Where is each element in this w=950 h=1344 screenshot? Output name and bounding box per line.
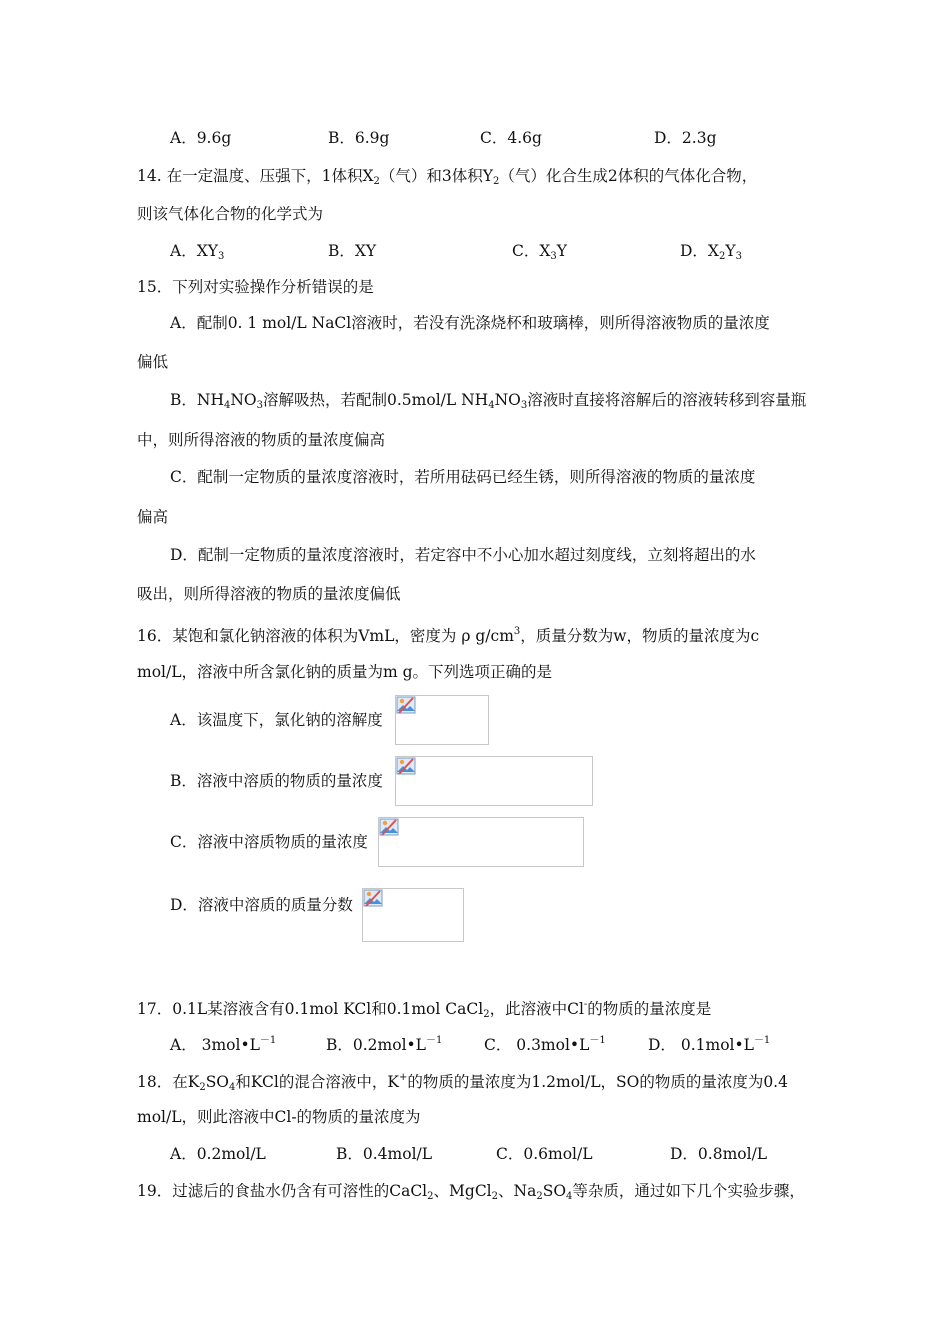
broken-image-icon [396, 696, 416, 714]
q18-option-b: B．0.4mol/L [336, 1145, 433, 1163]
q19-stem-line1: 19．过滤后的食盐水仍含有可溶性的CaCl$_2$、MgCl$_2$、$Na_2SO_4$等杂质，通过如下几个实验步骤， [137, 1182, 805, 1202]
q15-option-d-line2: 吸出，则所得溶液的物质的量浓度偏低 [137, 585, 401, 603]
q16-option-a-formula-image [395, 695, 489, 745]
q17-option-a: A． $3mol•L^{-1}$ [170, 1035, 277, 1054]
q18-stem-line1: 18．在$K_2SO_4$和KCl的混合溶液中，K+的物质的量浓度为1.2mol/L，SO的物质的量浓度为0.4 [137, 1072, 788, 1093]
q16-option-a: A．该温度下，氯化钠的溶解度 [170, 711, 383, 729]
q17-option-b: B．$0.2mol•L^{-1}$ [326, 1035, 443, 1054]
q17-option-d: D． $0.1mol•L^{-1}$ [648, 1035, 771, 1054]
q15-stem: 15．下列对实验操作分析错误的是 [137, 278, 374, 296]
q14-option-b: B．XY [328, 242, 377, 260]
q14-stem-line2: 则该气体化合物的化学式为 [137, 205, 324, 223]
q18-stem-line2: mol/L，则此溶液中Cl-的物质的量浓度为 [137, 1108, 421, 1126]
q16-option-c: C．溶液中溶质物质的量浓度 [170, 833, 368, 851]
q16-option-b-formula-image [395, 756, 593, 806]
q17-stem: 17．0.1L某溶液含有0.1mol KCl和0.1mol CaCl$_2$，此溶液中Cl-的物质的量浓度是 [137, 999, 712, 1020]
q16-option-c-formula-image [378, 817, 584, 867]
q16-stem-line2: mol/L，溶液中所含氯化钠的质量为m g。下列选项正确的是 [137, 663, 553, 681]
q13-option-d: D．2.3g [654, 129, 717, 147]
q15-option-c-line2: 偏高 [137, 508, 169, 526]
q16-option-d: D．溶液中溶质的质量分数 [170, 896, 353, 914]
broken-image-icon [379, 818, 399, 836]
q13-option-a: A．9.6g [170, 129, 232, 147]
q18-option-a: A．0.2mol/L [170, 1145, 266, 1163]
q13-option-c: C．4.6g [480, 129, 542, 147]
q16-stem-line1: 16．某饱和氯化钠溶液的体积为VmL，密度为 ρ $g/cm^3$，质量分数为w，物质的量浓度为c [137, 626, 760, 645]
q15-option-b-line2: 中，则所得溶液的物质的量浓度偏高 [137, 431, 386, 449]
q15-option-c-line1: C．配制一定物质的量浓度溶液时，若所用砝码已经生锈，则所得溶液的物质的量浓度 [170, 468, 756, 486]
q15-option-b-line1: B．$NH_4NO_3$溶解吸热，若配制0.5mol/L $NH_4NO_3$溶液时直接将溶解后的溶液转移到容量瓶 [170, 391, 807, 411]
q15-option-a-line2: 偏低 [137, 353, 169, 371]
q15-option-a-line1: A．配制0. 1 mol/L NaCl溶液时，若没有洗涤烧杯和玻璃棒，则所得溶液物质的量浓度 [170, 314, 770, 332]
q17-option-c: C． $0.3mol•L^{-1}$ [484, 1035, 606, 1054]
q14-option-a: A．$XY_3$ [170, 242, 225, 262]
broken-image-icon [396, 757, 416, 775]
q13-option-b: B．6.9g [328, 129, 390, 147]
q14-option-c: C．$X_3Y$ [512, 242, 568, 262]
q14-stem-line1: 14. 在一定温度、压强下，1体积$X_2$（气）和3体积$Y_2$（气）化合生成2体积的气体化合物， [137, 167, 758, 187]
broken-image-icon [363, 889, 383, 907]
q16-option-b: B．溶液中溶质的物质的量浓度 [170, 772, 383, 790]
q16-option-d-formula-image [362, 888, 464, 942]
q15-option-d-line1: D．配制一定物质的量浓度溶液时，若定容中不小心加水超过刻度线，立刻将超出的水 [170, 546, 756, 564]
q18-option-c: C．0.6mol/L [496, 1145, 593, 1163]
q14-option-d: D．$X_2Y_3$ [680, 242, 742, 262]
q18-option-d: D．0.8mol/L [670, 1145, 768, 1163]
